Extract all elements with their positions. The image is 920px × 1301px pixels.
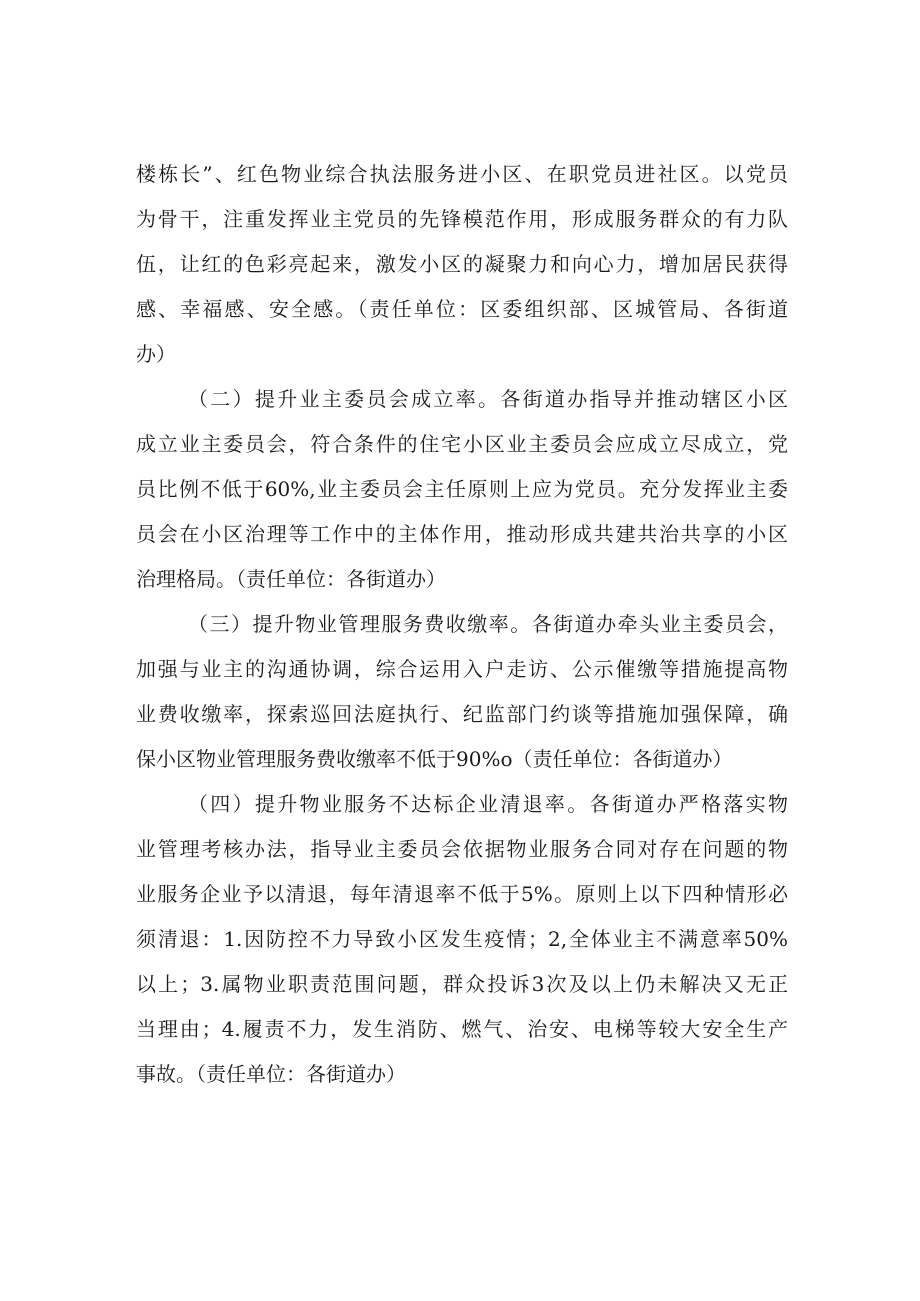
paragraph-enterprise-clearance: [136, 782, 788, 1097]
text-line: 须清退：1.因防控不力导致小区发生疫情；2,全体业主不满意率50%: [136, 927, 788, 951]
section-heading-line: （二）提升业主委员会成立率。各街道办指导并推动辖区小区: [188, 387, 788, 411]
text-line: 业管理考核办法，指导业主委员会依据物业服务合同对存在问题的物: [136, 837, 788, 861]
text-line: 成立业主委员会，符合条件的住宅小区业主委员会应成立尽成立，党: [136, 432, 788, 456]
text-line: 保小区物业管理服务费收缴率不低于90%o（责任单位：各街道办）: [136, 747, 733, 771]
text-line: 楼栋长”、红色物业综合执法服务进小区、在职党员进社区。以党员: [136, 162, 788, 186]
paragraph-owners-committee: [136, 377, 788, 602]
document-body: [136, 152, 788, 1097]
text-line: 伍，让红的色彩亮起来，激发小区的凝聚力和向心力，增加居民获得: [136, 252, 788, 276]
text-line: 为骨干，注重发挥业主党员的先锋模范作用，形成服务群众的有力队: [136, 207, 788, 231]
text-line: 事故。（责任单位：各街道办）: [136, 1062, 406, 1086]
text-line: 治理格局。（责任单位：各街道办）: [136, 567, 446, 591]
text-line: 业费收缴率，探索巡回法庭执行、纪监部门约谈等措施加强保障，确: [136, 702, 788, 726]
text-line: 加强与业主的沟通协调，综合运用入户走访、公示催缴等措施提高物: [136, 657, 788, 681]
text-line: 当理由；4.履责不力，发生消防、燃气、治安、电梯等较大安全生产: [136, 1017, 788, 1041]
text-line: 以上；3.属物业职责范围问题，群众投诉3次及以上仍未解决又无正: [136, 972, 788, 996]
section-heading-line: （三）提升物业管理服务费收缴率。各街道办牵头业主委员会，: [188, 612, 788, 636]
section-heading-line: （四）提升物业服务不达标企业清退率。各街道办严格落实物: [188, 792, 788, 816]
paragraph-fee-collection: [136, 602, 788, 782]
text-line: 员会在小区治理等工作中的主体作用，推动形成共建共治共享的小区: [136, 522, 788, 546]
text-line: 员比例不低于60%,业主委员会主任原则上应为党员。充分发挥业主委: [136, 477, 788, 501]
text-line: 感、幸福感、安全感。（责任单位：区委组织部、区城管局、各街道: [136, 297, 788, 321]
text-line: 业服务企业予以清退，每年清退率不低于5%。原则上以下四种情形必: [136, 882, 788, 906]
text-line: 办）: [136, 342, 176, 366]
paragraph-party-members: [136, 152, 788, 377]
